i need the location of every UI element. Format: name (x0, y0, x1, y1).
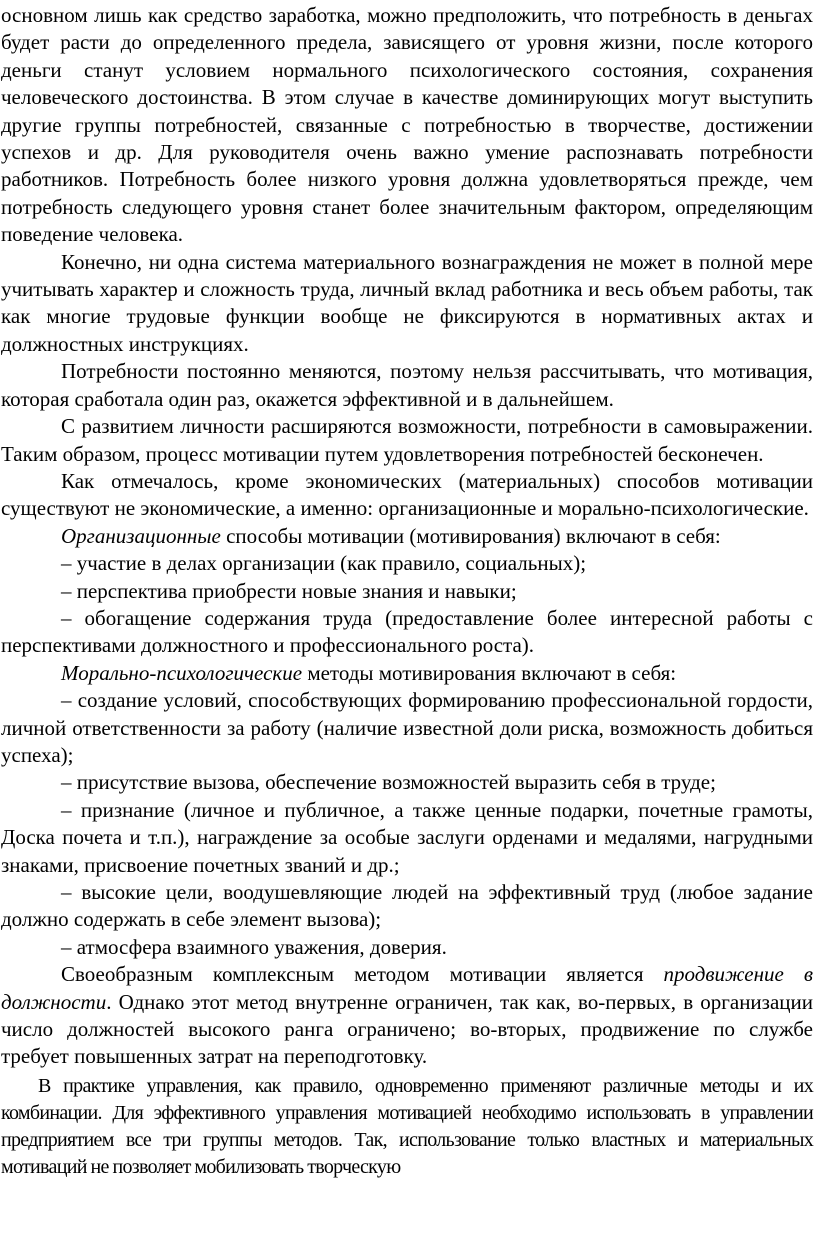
paragraph-non-economic-methods: Как отмечалось, кроме экономических (материальных) способов мотивации существуют не экономические, а именно: организационные и морально-психологические. (1, 468, 813, 521)
list-item: – перспектива приобрести новые знания и навыки; (61, 578, 517, 603)
moral-intro-text: методы мотивирования включают в себя: (302, 660, 677, 685)
organizational-term: Организационные (61, 523, 221, 548)
list-item: – высокие цели, воодушевляющие людей на эффективный труд (любое задание должно содержать в себе элемент вызова); (1, 880, 813, 932)
list-item: – признание (личное и публичное, а также ценные подарки, почетные грамоты, Доска почета и т.п.), награждение за особые заслуги орденами и медалями, нагрудными знаками, присвоение почетных званий и др.; (1, 797, 813, 877)
list-item: – присутствие вызова, обеспечение возможностей выразить себя в труде; (61, 770, 716, 795)
paragraph-promotion (1, 961, 813, 1071)
paragraph-management-practice: В практике управления, как правило, одновременно применяют различные методы и их комбинации. Для эффективного управления мотивацией необходимо использовать в управлении предприятием все три группы методов. Так, использование только властных и материальных мотиваций не позволяет мобилизовать творческую (1, 1074, 813, 1178)
paragraph-continuation: основном лишь как средство заработка, можно предположить, что потребность в деньгах будет расти до определенного предела, зависящего от уровня жизни, после которого деньги станут условием нормального психологического состояния, сохранения человеческого достоинства. В этом случае в качестве доминирующих могут выступить другие группы потребностей, связанные с потребностью в творчестве, достижении успехов и др. Для руководителя очень важно умение распознавать потребности работников. Потребность более низкого уровня должна удовлетворяться прежде, чем потребность следующего уровня станет более значительным фактором, определяющим поведение человека. (1, 3, 813, 247)
paragraph-organizational-intro (1, 523, 813, 550)
list-item: – обогащение содержания труда (предоставление более интересной работы с перспективами должностного и профессионального роста). (1, 605, 813, 658)
paragraph-moral-intro (1, 660, 813, 687)
list-item: – создание условий, способствующих формированию профессиональной гордости, личной ответственности за работу (наличие известной доли риска, возможность добиться успеха); (1, 688, 813, 767)
moral-psychological-term: Морально-психологические (61, 660, 303, 685)
paragraph-material-reward: Конечно, ни одна система материального вознаграждения не может в полной мере учитывать характер и сложность труда, личный вклад работника и весь объем работы, так как многие трудовые функции вообще не фиксируются в нормативных актах и должностных инструкциях. (1, 249, 813, 356)
paragraph-needs-change: Потребности постоянно меняются, поэтому нельзя рассчитывать, что мотивация, которая сработала один раз, окажется эффективной и в дальнейшем. (1, 359, 813, 411)
paragraph-personal-development: С развитием личности расширяются возможности, потребности в самовыражении. Таким образом, процесс мотивации путем удовлетворения потребностей бесконечен. (1, 414, 813, 466)
promotion-body-text: . Однако этот метод внутренне ограничен, так как, во-первых, в организации число должностей высокого ранга ограничено; во-вторых, продвижение по службе требует повышенных затрат на переподготовку. (1, 989, 813, 1069)
promotion-term: продвижение в должности (1, 962, 813, 1014)
list-item: – атмосфера взаимного уважения, доверия. (61, 934, 447, 959)
promotion-lead-text: Своеобразным комплексным методом мотивации является (61, 962, 664, 987)
list-item: – участие в делах организации (как правило, социальных); (61, 551, 587, 576)
organizational-intro-text: способы мотивации (мотивирования) включают в себя: (220, 523, 721, 548)
